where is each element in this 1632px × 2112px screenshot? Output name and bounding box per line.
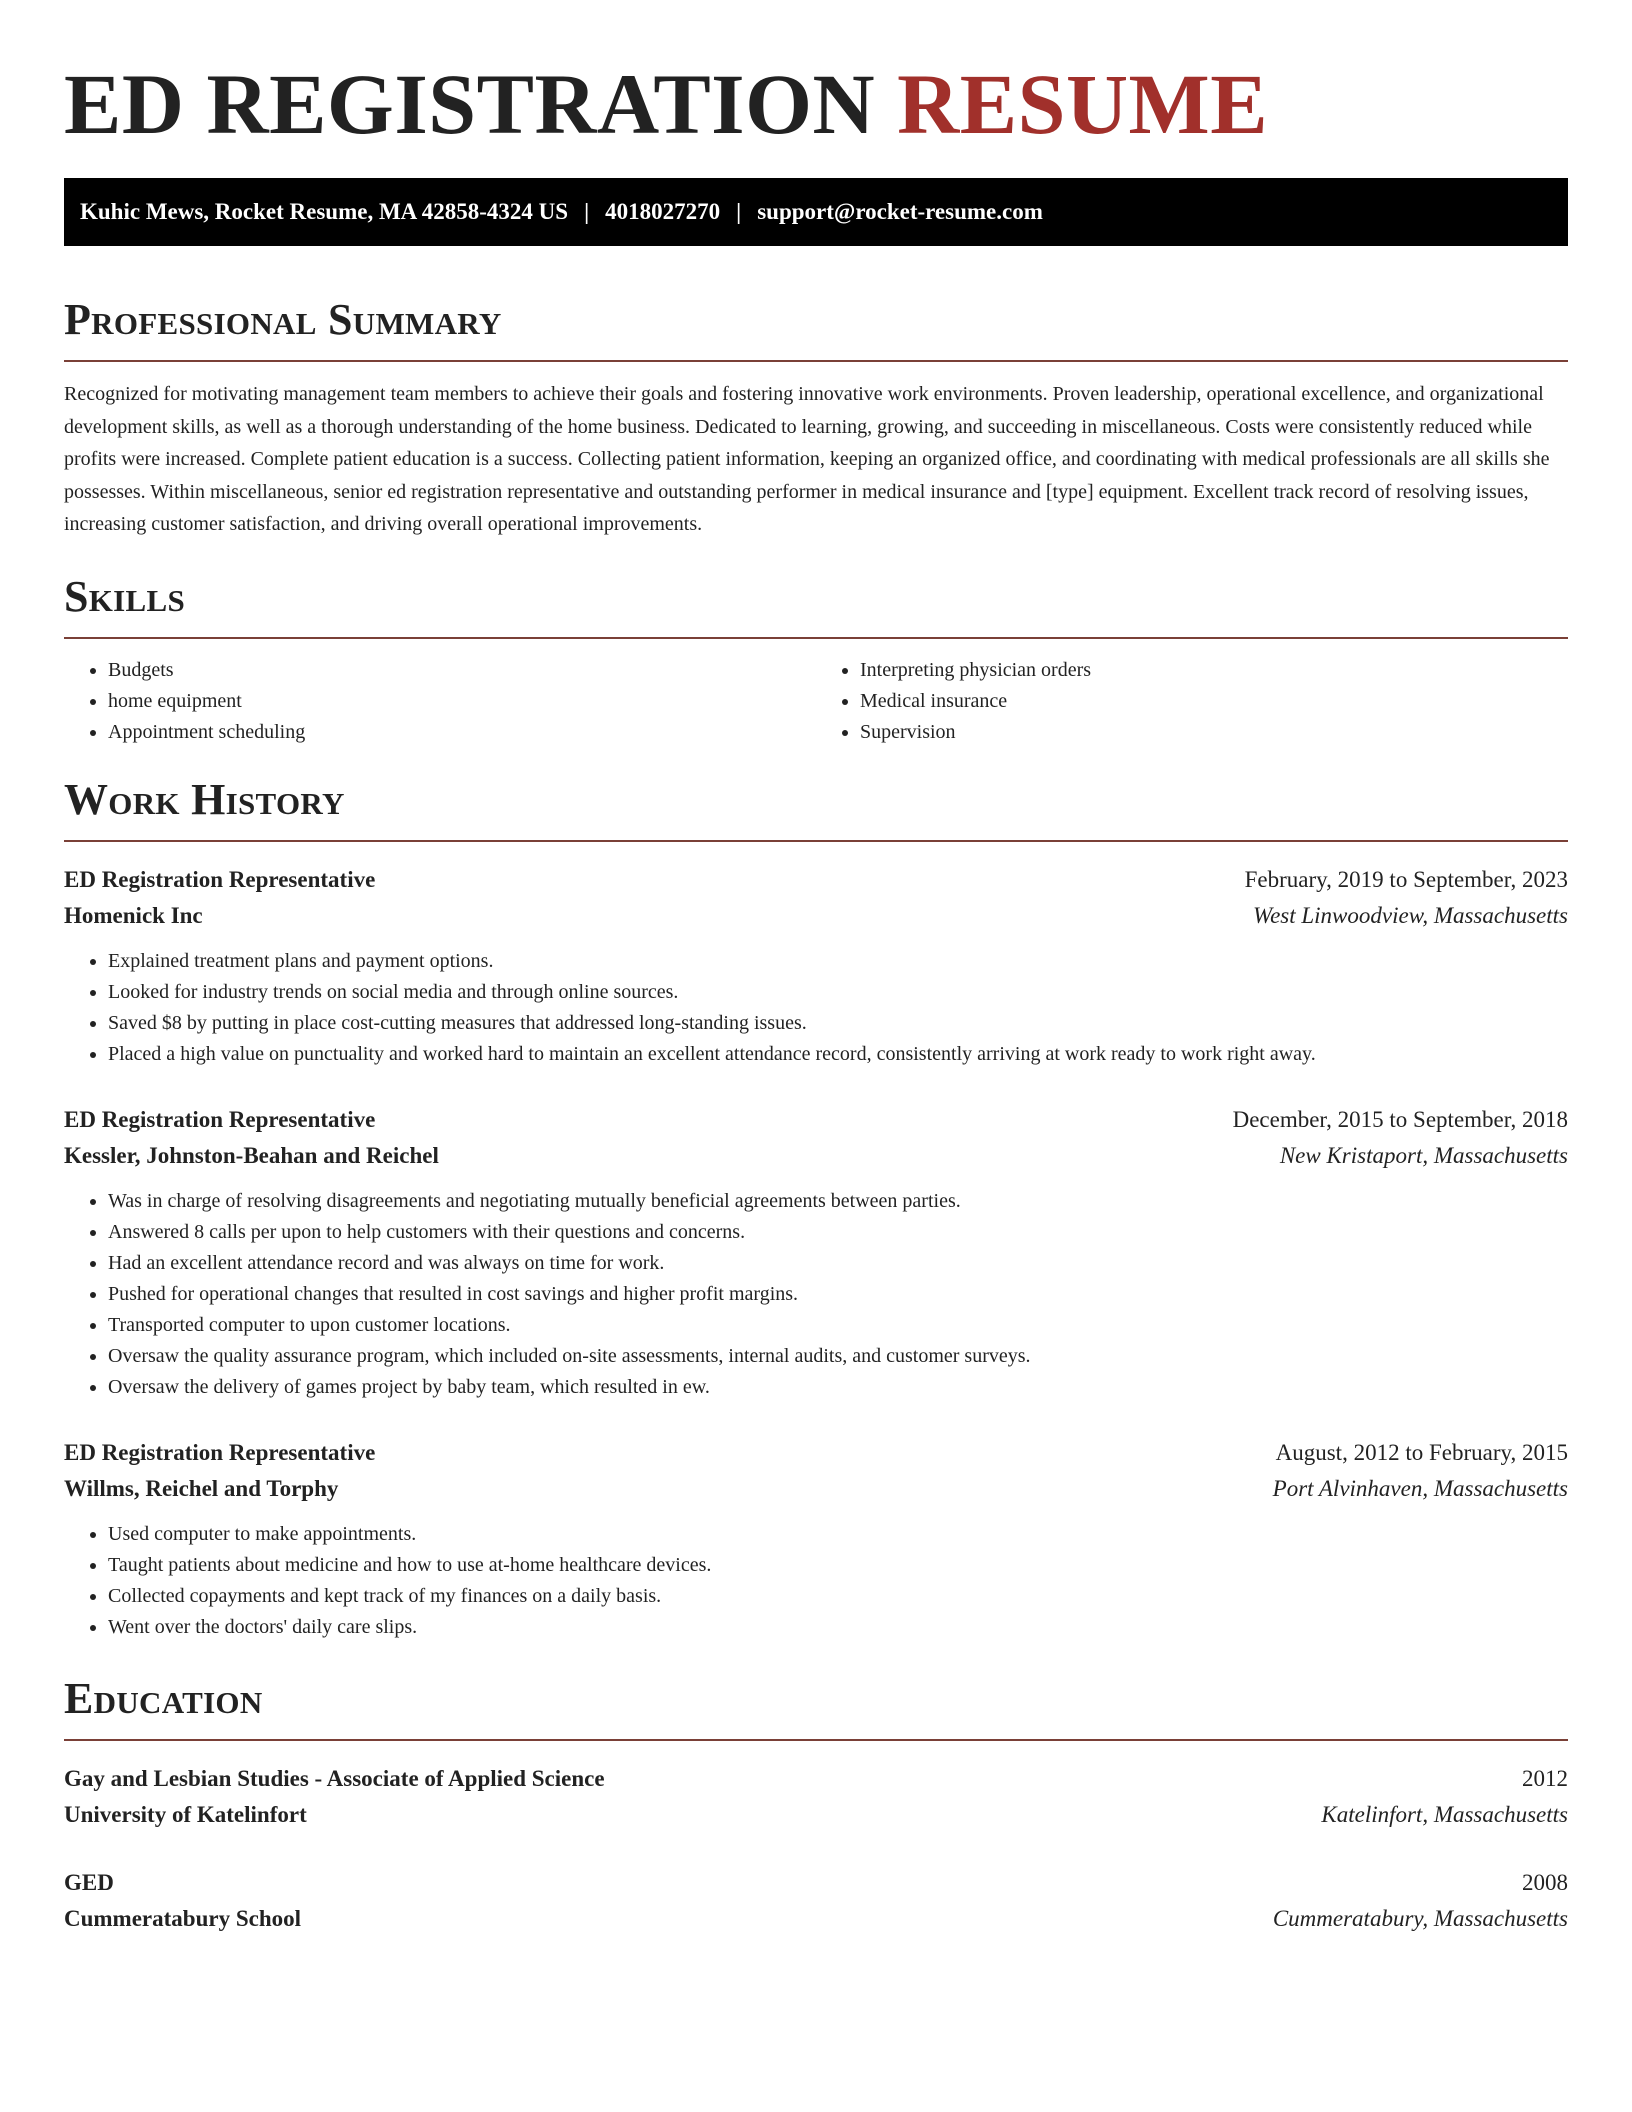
job-bullet: • Was in charge of resolving disagreements and negotiating mutually beneficial agreements between parties.: [108, 1186, 1568, 1217]
job-title: ED Registration Representative: [64, 1106, 376, 1132]
job-dates: February, 2019 to September, 2023: [1244, 866, 1568, 892]
section-divider: [64, 1739, 1568, 1741]
job-header-row: [64, 1102, 1568, 1138]
section-divider: [64, 840, 1568, 842]
job-company: Kessler, Johnston-Beahan and Reichel: [64, 1142, 439, 1168]
skill-item: • Budgets: [108, 655, 816, 686]
job-location: Port Alvinhaven, Massachusetts: [1272, 1475, 1568, 1501]
contact-bar: [64, 178, 1568, 246]
job-bullet: • Looked for industry trends on social media and through online sources.: [108, 977, 1568, 1008]
contact-separator: |: [736, 199, 742, 224]
job-bullet: • Collected copayments and kept track of my finances on a daily basis.: [108, 1581, 1568, 1612]
contact-address: Kuhic Mews, Rocket Resume, MA 42858-4324 US: [80, 199, 569, 224]
education-degree: GED: [64, 1869, 114, 1895]
professional-summary-section: [64, 294, 1568, 541]
job-company: Willms, Reichel and Torphy: [64, 1475, 339, 1501]
education-location: Katelinfort, Massachusetts: [1321, 1801, 1568, 1827]
job-entry: [64, 1435, 1568, 1643]
title-accent: RESUME: [897, 56, 1269, 152]
job-bullet: • Saved $8 by putting in place cost-cutting measures that addressed long-standing issues.: [108, 1008, 1568, 1039]
job-bullet: • Explained treatment plans and payment options.: [108, 946, 1568, 977]
education-location: Cummeratabury, Massachusetts: [1272, 1905, 1568, 1931]
job-dates: December, 2015 to September, 2018: [1232, 1106, 1568, 1132]
contact-phone: 4018027270: [605, 199, 721, 224]
summary-text: Recognized for motivating management team members to achieve their goals and fostering innovative work environments. Proven leadership, operational excellence, and organizational development skills, as well as a thorough understanding of the home business. Dedicated to learning, growing, and succeeding in miscellaneous. Costs were consistently reduced while profits were increased. Complete patient education is a success. Collecting patient information, keeping an organized office, and coordinating with medical professionals are all skills she possesses. Within miscellaneous, senior ed registration representative and outstanding performer in medical insurance and [type] equipment. Excellent track record of resolving issues, increasing customer satisfaction, and driving overall operational improvements.: [64, 383, 1550, 535]
section-heading-education: Education: [64, 1673, 263, 1723]
job-header-row: [64, 1435, 1568, 1471]
section-divider: [64, 360, 1568, 362]
section-heading-summary: Professional Summary: [64, 295, 502, 344]
job-bullet: • Went over the doctors' daily care slips.: [108, 1612, 1568, 1643]
education-school: Cummeratabury School: [64, 1905, 302, 1931]
job-bullet: • Answered 8 calls per upon to help customers with their questions and concerns.: [108, 1217, 1568, 1248]
job-company-row: [64, 1138, 1568, 1174]
job-bullet: • Used computer to make appointments.: [108, 1519, 1568, 1550]
job-location: West Linwoodview, Massachusetts: [1253, 902, 1568, 928]
skill-item: • Interpreting physician orders: [860, 655, 1568, 686]
skill-item: • Appointment scheduling: [108, 717, 816, 748]
job-title: ED Registration Representative: [64, 866, 376, 892]
job-bullet: • Transported computer to upon customer locations.: [108, 1310, 1568, 1341]
resume-title: [64, 0, 1568, 150]
job-dates: August, 2012 to February, 2015: [1275, 1439, 1568, 1465]
skills-columns: [64, 655, 1568, 748]
education-year: 2008: [1522, 1869, 1568, 1895]
job-company-row: [64, 898, 1568, 934]
education-header-row: [64, 1761, 1568, 1797]
job-bullets: [64, 1186, 1568, 1403]
contact-email: support@rocket-resume.com: [757, 199, 1043, 224]
skills-section: [64, 571, 1568, 748]
education-degree: Gay and Lesbian Studies - Associate of Applied Science: [64, 1765, 605, 1791]
job-title: ED Registration Representative: [64, 1439, 376, 1465]
job-header-row: [64, 862, 1568, 898]
job-entry: [64, 862, 1568, 1070]
job-company: Homenick Inc: [64, 902, 203, 928]
contact-separator: |: [584, 199, 590, 224]
education-school-row: [64, 1901, 1568, 1937]
job-location: New Kristaport, Massachusetts: [1279, 1142, 1568, 1168]
education-entry: [64, 1865, 1568, 1937]
education-school: University of Katelinfort: [64, 1801, 307, 1827]
section-heading-work: Work History: [64, 774, 345, 824]
job-bullet: • Placed a high value on punctuality and worked hard to maintain an excellent attendance record, consistently arriving at work ready to work right away.: [108, 1039, 1568, 1070]
section-divider: [64, 637, 1568, 639]
job-bullets: [64, 946, 1568, 1070]
education-entry: [64, 1761, 1568, 1833]
job-bullet: • Had an excellent attendance record and was always on time for work.: [108, 1248, 1568, 1279]
job-bullet: • Oversaw the quality assurance program, which included on-site assessments, internal audits, and customer surveys.: [108, 1341, 1568, 1372]
education-year: 2012: [1522, 1765, 1568, 1791]
job-entry: [64, 1102, 1568, 1403]
section-heading-skills: Skills: [64, 571, 186, 621]
title-name: ED REGISTRATION: [64, 56, 876, 152]
job-bullet: • Pushed for operational changes that resulted in cost savings and higher profit margins.: [108, 1279, 1568, 1310]
skills-list-right: [816, 655, 1568, 748]
skill-item: • home equipment: [108, 686, 816, 717]
education-header-row: [64, 1865, 1568, 1901]
job-bullets: [64, 1519, 1568, 1643]
skill-item: • Supervision: [860, 717, 1568, 748]
skill-item: • Medical insurance: [860, 686, 1568, 717]
job-bullet: • Oversaw the delivery of games project by baby team, which resulted in ew.: [108, 1372, 1568, 1403]
education-section: [64, 1673, 1568, 1937]
job-bullet: • Taught patients about medicine and how to use at-home healthcare devices.: [108, 1550, 1568, 1581]
work-history-section: [64, 774, 1568, 1643]
education-school-row: [64, 1797, 1568, 1833]
skills-list-left: [64, 655, 816, 748]
job-company-row: [64, 1471, 1568, 1507]
